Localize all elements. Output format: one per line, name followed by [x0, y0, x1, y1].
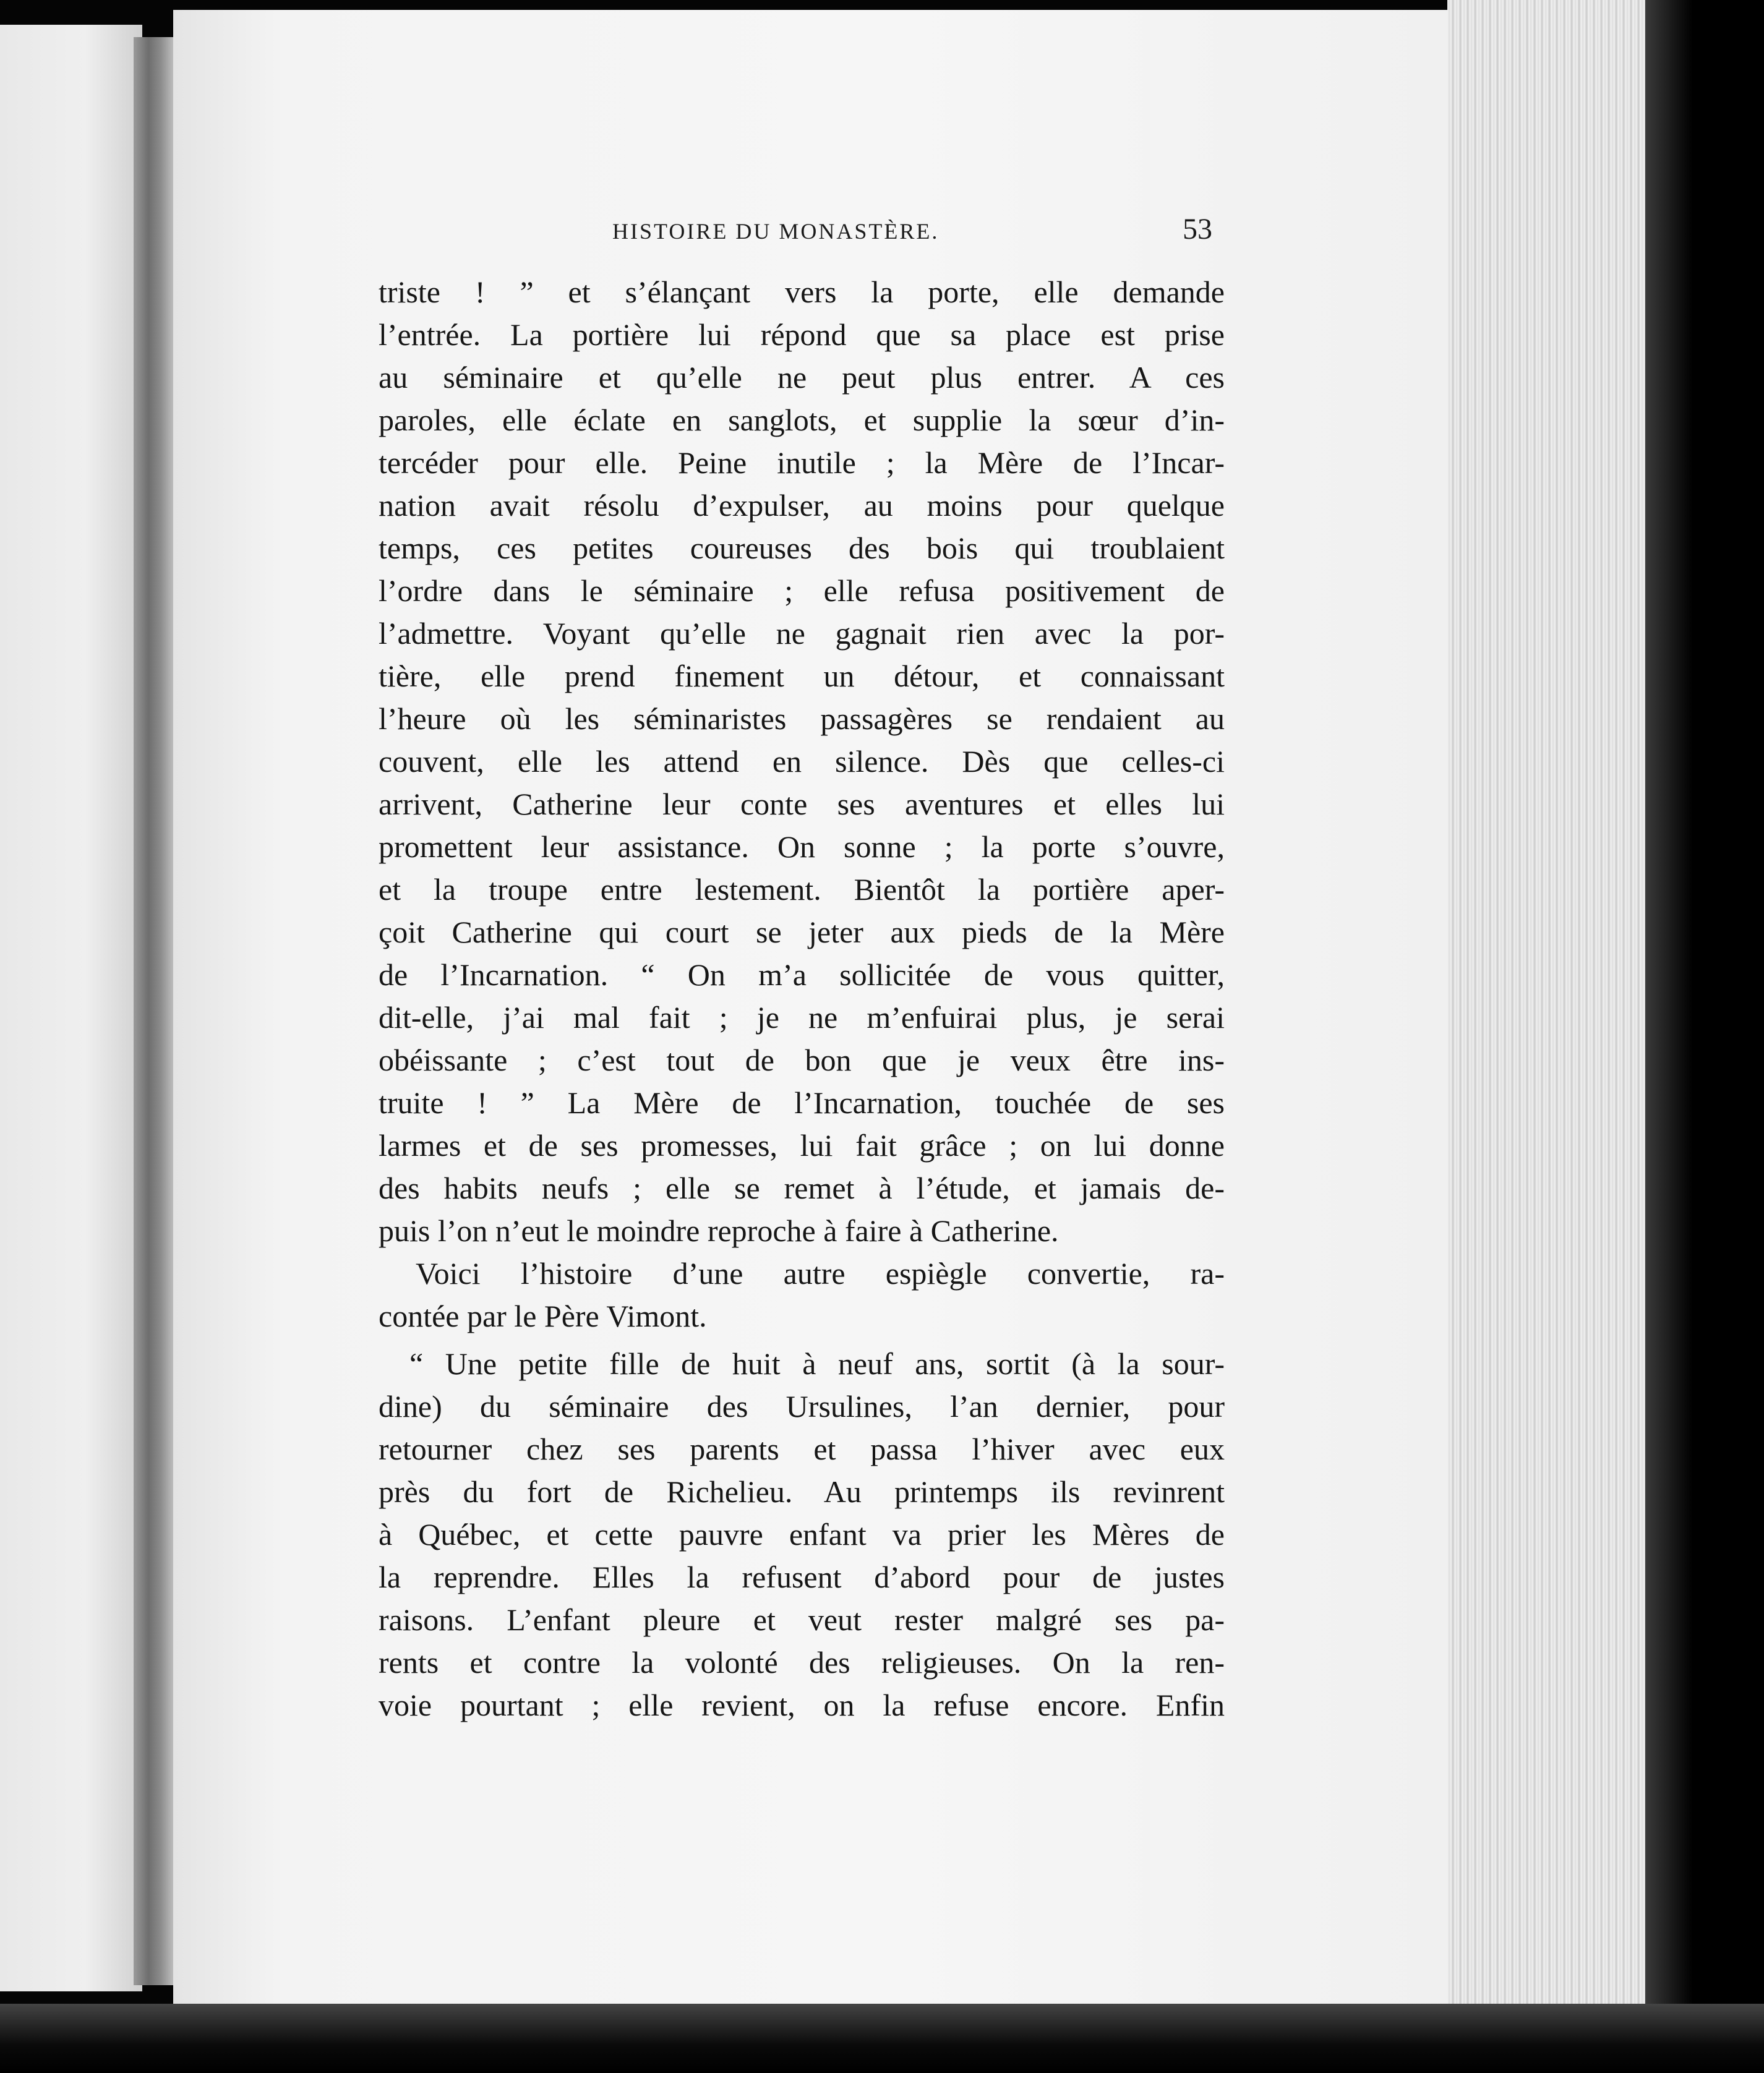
text-line: arrivent, Catherine leur conte ses aventures et elles lui	[379, 787, 1225, 821]
text-line: “ Une petite fille de huit à neuf ans, sortit (à la sour-	[409, 1346, 1225, 1381]
text-line: tercéder pour elle. Peine inutile ; la Mère de l’Incar-	[379, 445, 1225, 480]
text-line: l’entrée. La portière lui répond que sa place est prise	[379, 317, 1225, 352]
text-line: près du fort de Richelieu. Au printemps ils revinrent	[379, 1474, 1225, 1509]
text-line: çoit Catherine qui court se jeter aux pieds de la Mère	[379, 915, 1225, 949]
text-line: voie pourtant ; elle revient, on la refuse encore. Enfin	[379, 1688, 1225, 1722]
text-line: nation avait résolu d’expulser, au moins pour quelque	[379, 488, 1225, 523]
text-line: temps, ces petites coureuses des bois qui troublaient	[379, 531, 1225, 565]
text-line: couvent, elle les attend en silence. Dès que celles-ci	[379, 744, 1225, 779]
text-line: Voici l’histoire d’une autre espiègle convertie, ra-	[416, 1256, 1225, 1291]
text-line: dit-elle, j’ai mal fait ; je ne m’enfuirai plus, je serai	[379, 1000, 1225, 1035]
text-line: truite ! ” La Mère de l’Incarnation, touchée de ses	[379, 1085, 1225, 1120]
running-title: HISTOIRE DU MONASTÈRE.	[612, 219, 940, 244]
page-block-edges	[1447, 0, 1645, 2035]
text-line: l’heure où les séminaristes passagères se rendaient au	[379, 701, 1225, 736]
text-line: la reprendre. Elles la refusent d’abord pour de justes	[379, 1560, 1225, 1594]
text-line: l’admettre. Voyant qu’elle ne gagnait rien avec la por-	[379, 616, 1225, 651]
left-page-edge	[0, 25, 142, 1991]
text-line: promettent leur assistance. On sonne ; la porte s’ouvre,	[379, 829, 1225, 864]
text-line: paroles, elle éclate en sanglots, et supplie la sœur d’in-	[379, 403, 1225, 437]
text-line: dine) du séminaire des Ursulines, l’an dernier, pour	[379, 1389, 1225, 1424]
text-line: triste ! ” et s’élançant vers la porte, elle demande	[379, 275, 1225, 309]
text-line: larmes et de ses promesses, lui fait grâce ; on lui donne	[379, 1128, 1225, 1163]
running-head	[612, 212, 1212, 249]
page-number: 53	[1183, 213, 1212, 246]
text-line: à Québec, et cette pauvre enfant va prier les Mères de	[379, 1517, 1225, 1552]
text-line: retourner chez ses parents et passa l’hiver avec eux	[379, 1432, 1225, 1466]
scan-background-bottom	[0, 2004, 1764, 2073]
text-line: puis l’on n’eut le moindre reproche à faire à Catherine.	[379, 1213, 1059, 1248]
text-line: contée par le Père Vimont.	[379, 1299, 707, 1333]
text-line: raisons. L’enfant pleure et veut rester malgré ses pa-	[379, 1602, 1225, 1637]
scan-background-right	[1645, 0, 1764, 2073]
text-line: tière, elle prend finement un détour, et connaissant	[379, 659, 1225, 693]
text-line: et la troupe entre lestement. Bientôt la portière aper-	[379, 872, 1225, 907]
body-text	[379, 271, 1225, 1727]
text-line: obéissante ; c’est tout de bon que je veux être ins-	[379, 1043, 1225, 1077]
text-line: de l’Incarnation. “ On m’a sollicitée de vous quitter,	[379, 957, 1225, 992]
text-line: l’ordre dans le séminaire ; elle refusa positivement de	[379, 573, 1225, 608]
text-line: rents et contre la volonté des religieuses. On la ren-	[379, 1645, 1225, 1680]
text-line: au séminaire et qu’elle ne peut plus entrer. A ces	[379, 360, 1225, 395]
text-line: des habits neufs ; elle se remet à l’étude, et jamais de-	[379, 1171, 1225, 1205]
